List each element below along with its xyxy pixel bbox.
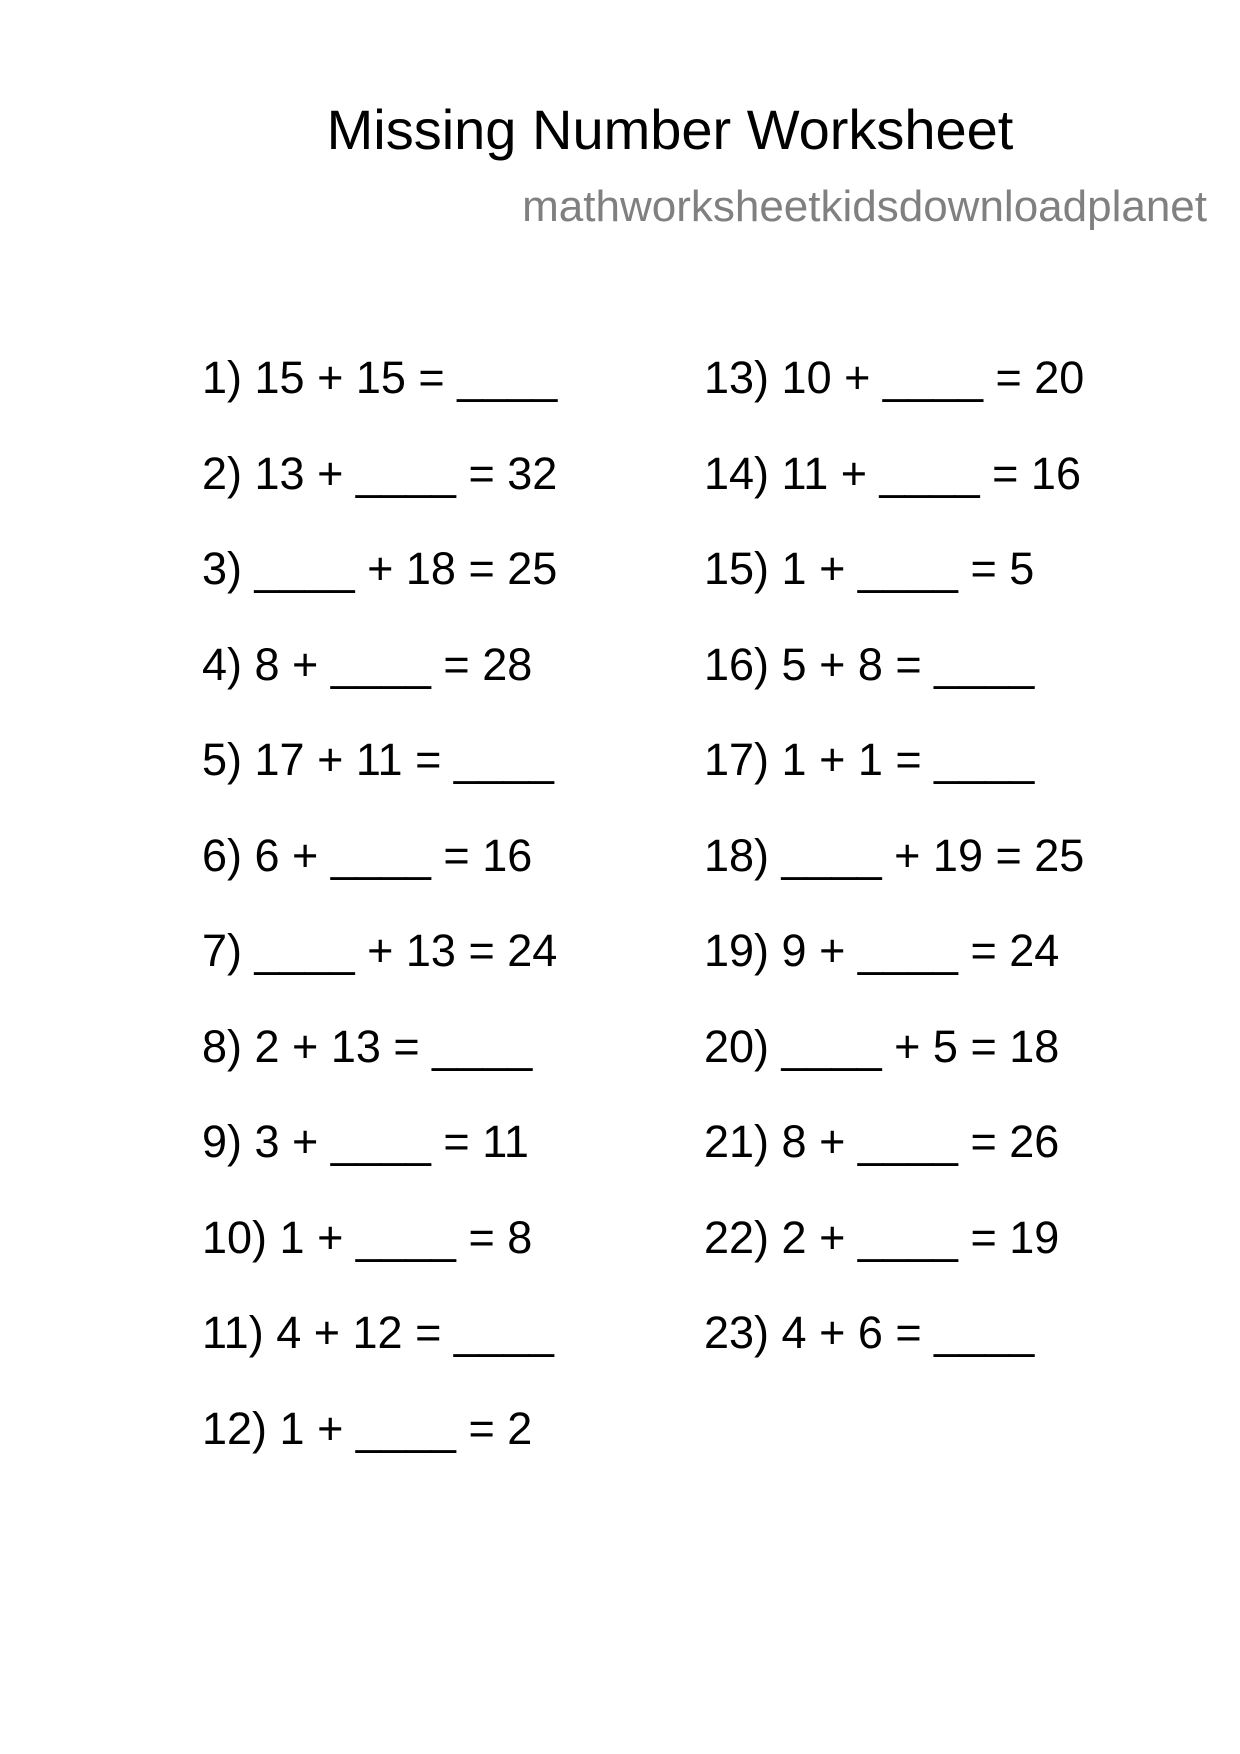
worksheet-subtitle: mathworksheetkidsdownloadplanet [522,182,1207,231]
problem-5: 5) 17 + 11 = ____ [202,734,554,785]
problem-17: 17) 1 + 1 = ____ [704,734,1035,785]
problem-22: 22) 2 + ____ = 19 [704,1211,1060,1263]
problem-23: 23) 4 + 6 = ____ [704,1307,1035,1358]
problem-8: 8) 2 + 13 = ____ [202,1020,533,1072]
problem-19: 19) 9 + ____ = 24 [704,925,1060,976]
problem-7: 7) ____ + 13 = 24 [202,925,558,976]
problem-4: 4) 8 + ____ = 28 [202,638,533,690]
problem-3: 3) ____ + 18 = 25 [202,543,558,594]
problem-14: 14) 11 + ____ = 16 [704,447,1081,499]
problem-10: 10) 1 + ____ = 8 [202,1211,533,1263]
problem-15: 15) 1 + ____ = 5 [704,543,1035,594]
worksheet-title: Missing Number Worksheet [326,98,1014,161]
problem-20: 20) ____ + 5 = 18 [704,1020,1060,1072]
problem-6: 6) 6 + ____ = 16 [202,829,533,881]
left-problem-column [202,348,557,1494]
problem-21: 21) 8 + ____ = 26 [704,1116,1060,1167]
problem-12: 12) 1 + ____ = 2 [202,1402,533,1454]
problem-13: 13) 10 + ____ = 20 [704,352,1085,403]
problem-16: 16) 5 + 8 = ____ [704,638,1035,690]
problem-9: 9) 3 + ____ = 11 [202,1116,529,1167]
right-problem-column [704,348,1084,1399]
problem-11: 11) 4 + 12 = ____ [202,1307,554,1358]
problem-1: 1) 15 + 15 = ____ [202,352,558,403]
problem-18: 18) ____ + 19 = 25 [704,829,1085,881]
problem-2: 2) 13 + ____ = 32 [202,447,558,499]
